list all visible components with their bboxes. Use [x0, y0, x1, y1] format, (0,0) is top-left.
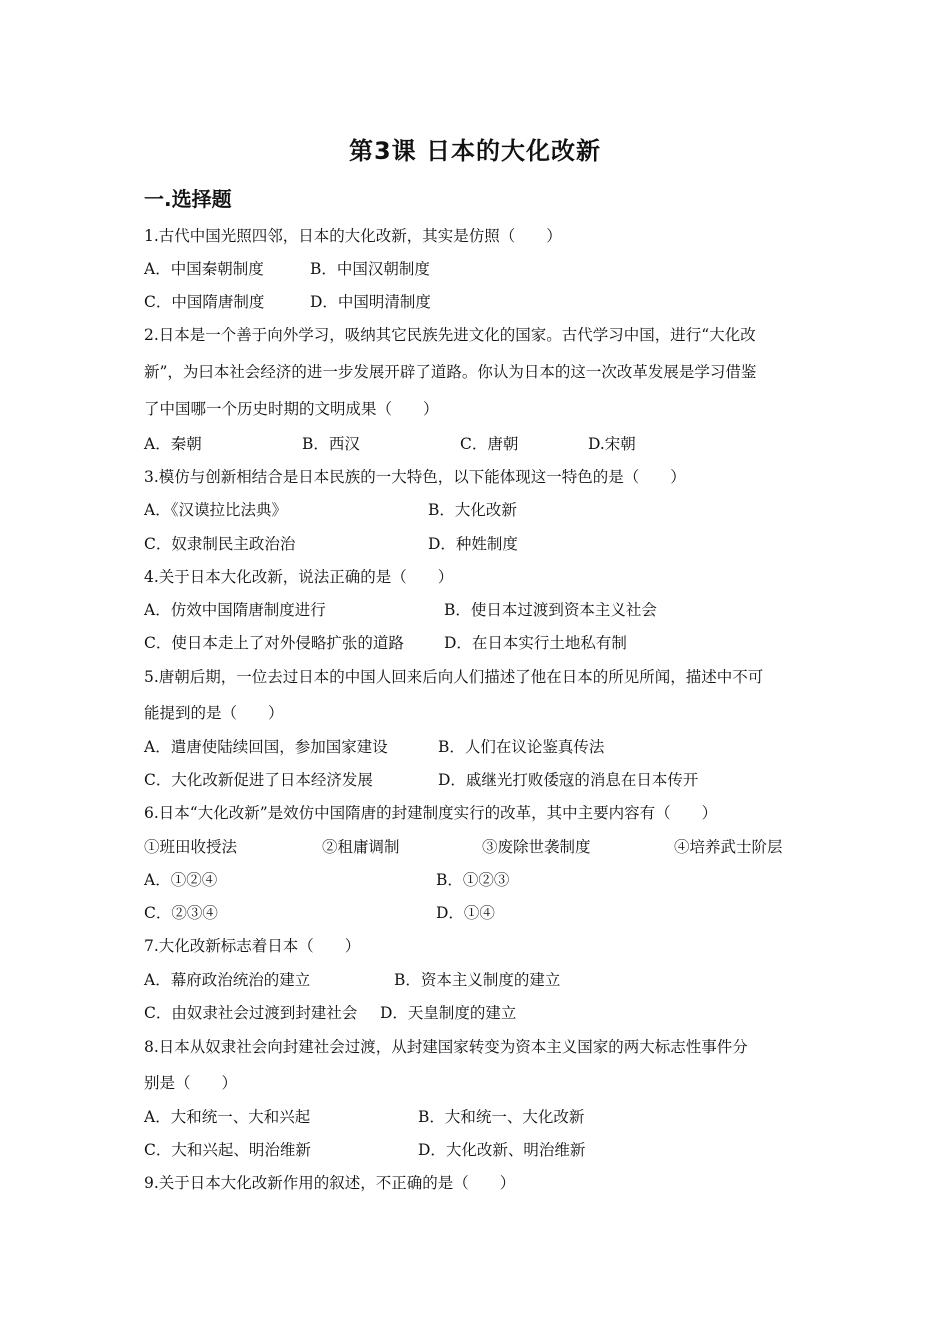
question-3-option-c: C．奴隶制民主政治治 [144, 535, 296, 553]
question-2-option-d: D.宋朝 [588, 435, 636, 453]
question-4-stem: 4.关于日本大化改新，说法正确的是（ ） [144, 568, 454, 586]
question-7-stem: 7.大化改新标志着日本（ ） [144, 937, 361, 955]
question-6-item-4: ④培养武士阶层 [674, 838, 783, 856]
question-4-option-a: A．仿效中国隋唐制度进行 [144, 601, 326, 619]
question-3-option-d: D．种姓制度 [428, 535, 518, 553]
question-1-stem: 1.古代中国光照四邻，日本的大化改新，其实是仿照（ ） [144, 227, 562, 245]
question-6-item-1: ①班田收授法 [144, 838, 238, 856]
question-3-stem: 3.模仿与创新相结合是日本民族的一大特色，以下能体现这一特色的是（ ） [144, 468, 686, 486]
question-8-stem-line-1: 8.日本从奴隶社会向封建社会过渡，从封建国家转变为资本主义国家的两大标志性事件分 [144, 1038, 748, 1056]
question-7-option-b: B．资本主义制度的建立 [394, 971, 561, 989]
question-6-option-b: B．①②③ [436, 871, 510, 889]
question-1-option-c: C．中国隋唐制度 [144, 293, 265, 311]
section-heading: 一.选择题 [144, 187, 232, 211]
question-3-option-b: B．大化改新 [428, 501, 517, 519]
question-4-option-c: C．使日本走上了对外侵略扩张的道路 [144, 634, 404, 652]
question-7-option-d: D．天皇制度的建立 [380, 1004, 517, 1022]
question-7-option-c: C．由奴隶社会过渡到封建社会 [144, 1004, 358, 1022]
question-4-option-d: D．在日本实行土地私有制 [444, 634, 627, 652]
question-2-stem-line-1: 2.日本是一个善于向外学习，吸纳其它民族先进文化的国家。古代学习中国，进行“大化改 [144, 326, 756, 344]
question-8-stem-line-2: 别是（ ） [144, 1074, 238, 1092]
question-5-option-d: D．戚继光打败倭寇的消息在日本传开 [438, 771, 699, 789]
question-8-option-d: D．大化改新、明治维新 [418, 1141, 586, 1159]
question-2-option-c: C．唐朝 [460, 435, 519, 453]
question-5-option-b: B．人们在议论鉴真传法 [438, 738, 605, 756]
question-1-option-d: D．中国明清制度 [310, 293, 431, 311]
question-6-item-3: ③废除世袭制度 [482, 838, 591, 856]
question-3-option-a: A．《汉谟拉比法典》 [144, 501, 287, 519]
question-6-stem: 6.日本“大化改新”是效仿中国隋唐的封建制度实行的改革，其中主要内容有（ ） [144, 804, 718, 822]
question-2-option-b: B．西汉 [302, 435, 360, 453]
question-4-option-b: B．使日本过渡到资本主义社会 [444, 601, 657, 619]
question-2-option-a: A．秦朝 [144, 435, 202, 453]
page-title: 第3课 日本的大化改新 [348, 137, 602, 165]
question-7-option-a: A．幕府政治统治的建立 [144, 971, 311, 989]
question-6-option-d: D．①④ [436, 904, 495, 922]
question-8-option-a: A．大和统一、大和兴起 [144, 1108, 311, 1126]
question-5-option-a: A．遣唐使陆续回国，参加国家建设 [144, 738, 388, 756]
question-1-option-a: A．中国秦朝制度 [144, 260, 264, 278]
question-5-stem-line-1: 5.唐朝后期，一位去过日本的中国人回来后向人们描述了他在日本的所见所闻，描述中不可 [144, 668, 764, 686]
question-8-option-c: C．大和兴起、明治维新 [144, 1141, 311, 1159]
question-9-stem: 9.关于日本大化改新作用的叙述，不正确的是（ ） [144, 1174, 516, 1192]
question-6-item-2: ②租庸调制 [322, 838, 400, 856]
question-8-option-b: B．大和统一、大化改新 [418, 1108, 585, 1126]
question-6-option-a: A．①②④ [144, 871, 218, 889]
question-2-stem-line-3: 了中国哪一个历史时期的文明成果（ ） [144, 400, 439, 418]
question-1-option-b: B．中国汉朝制度 [310, 260, 430, 278]
question-6-option-c: C．②③④ [144, 904, 218, 922]
question-5-stem-line-2: 能提到的是（ ） [144, 704, 284, 722]
question-2-stem-line-2: 新”，为曰本社会经济的进一步发展开辟了道路。你认为日本的这一次改革发展是学习借鉴 [144, 363, 757, 381]
question-5-option-c: C．大化改新促进了日本经济发展 [144, 771, 373, 789]
